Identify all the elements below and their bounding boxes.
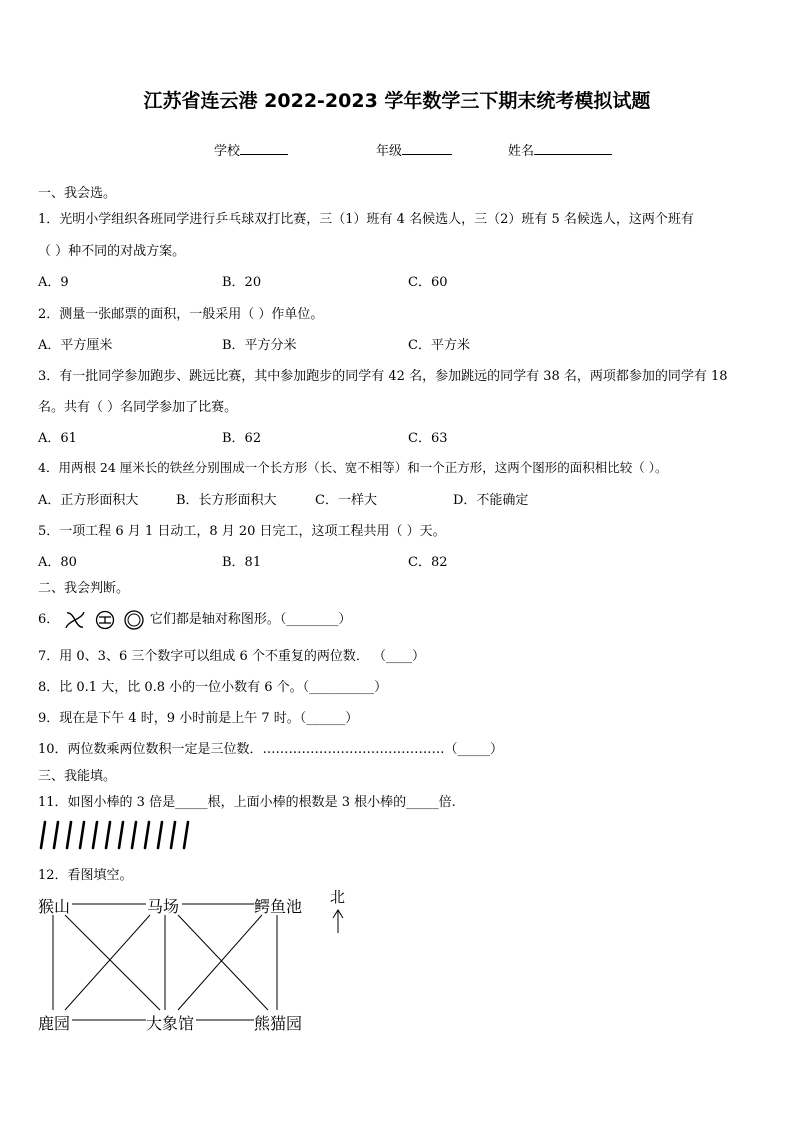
q3-line2: 名。共有（ ）名同学参加了比赛。 <box>38 400 238 415</box>
q5-line1: 5．一项工程 6 月 1 日动工，8 月 20 日完工，这项工程共用（ ）天。 <box>38 524 446 539</box>
q4-option-b[interactable]: B．长方形面积大 <box>176 493 277 508</box>
q4-option-d[interactable]: D．不能确定 <box>453 493 529 508</box>
q8-line: 8．比 0.1 大，比 0.8 小的一位小数有 6 个。（__________） <box>38 680 388 695</box>
page-title: 江苏省连云港 2022-2023 学年数学三下期末统考模拟试题 <box>143 90 651 112</box>
q2-option-b[interactable]: B．平方分米 <box>222 338 297 353</box>
q1-option-a[interactable]: A．9 <box>38 275 69 290</box>
q1-line1: 1．光明小学组织各班同学进行乒乓球双打比赛，三（1）班有 4 名候选人，三（2）班有 5 名候选人，这两个班有 <box>38 212 694 227</box>
q11-line: 11．如图小棒的 3 倍是_____根，上面小棒的根数是 3 根小棒的_____倍. <box>38 795 456 810</box>
q1-option-b[interactable]: B．20 <box>222 275 262 290</box>
map-xiongmaoyuan: 熊猫园 <box>254 1014 303 1033</box>
grade-label: 年级 <box>376 144 403 159</box>
map-machang: 马场 <box>147 897 180 916</box>
section3-heading: 三、我能填。 <box>38 769 117 784</box>
map-luyuan: 鹿园 <box>38 1014 71 1033</box>
map-eyuchi: 鳄鱼池 <box>254 897 303 916</box>
q2-line1: 2．测量一张邮票的面积，一般采用（ ）作单位。 <box>38 307 324 322</box>
q6-number: 6． <box>38 612 60 627</box>
map-houshan: 猴山 <box>38 897 71 916</box>
q5-option-a[interactable]: A．80 <box>38 555 77 570</box>
q6-text: 它们都是轴对称图形。（________） <box>149 612 352 627</box>
q9-line: 9．现在是下午 4 时，9 小时前是上午 7 时。（______） <box>38 711 359 726</box>
q7-line: 7．用 0、3、6 三个数字可以组成 6 个不重复的两位数． （____） <box>38 649 426 664</box>
q4-option-c[interactable]: C．一样大 <box>315 493 377 508</box>
q2-option-a[interactable]: A．平方厘米 <box>38 338 113 353</box>
q3-line1: 3．有一批同学参加跑步、跳远比赛，其中参加跑步的同学有 42 名，参加跳远的同学有 38 名，两项都参加的同学有 18 <box>38 369 728 384</box>
q5-option-c[interactable]: C．82 <box>408 555 448 570</box>
section1-heading: 一、我会选。 <box>38 186 117 201</box>
q3-option-b[interactable]: B．62 <box>222 431 262 446</box>
q4-option-a[interactable]: A．正方形面积大 <box>38 493 139 508</box>
q4-line1: 4．用两根 24 厘米长的铁丝分别围成一个长方形（长、宽不相等）和一个正方形，这两个图形的面积相比较（ ）。 <box>38 460 668 475</box>
q5-option-b[interactable]: B．81 <box>222 555 262 570</box>
north-label: 北 <box>330 888 346 906</box>
q3-option-a[interactable]: A．61 <box>38 431 77 446</box>
map-daxiangguan: 大象馆 <box>146 1014 195 1033</box>
q2-option-c[interactable]: C．平方米 <box>408 338 470 353</box>
section2-heading: 二、我会判断。 <box>38 581 130 596</box>
school-label: 学校 <box>214 144 241 159</box>
q1-option-c[interactable]: C．60 <box>408 275 448 290</box>
q12-line: 12．看图填空。 <box>38 868 133 883</box>
q3-option-c[interactable]: C．63 <box>408 431 448 446</box>
name-label: 姓名 <box>508 144 535 159</box>
q10-line: 10．两位数乘两位数积一定是三位数．……………………………………（_____） <box>38 742 504 757</box>
q1-line2: （ ）种不同的对战方案。 <box>38 244 186 259</box>
